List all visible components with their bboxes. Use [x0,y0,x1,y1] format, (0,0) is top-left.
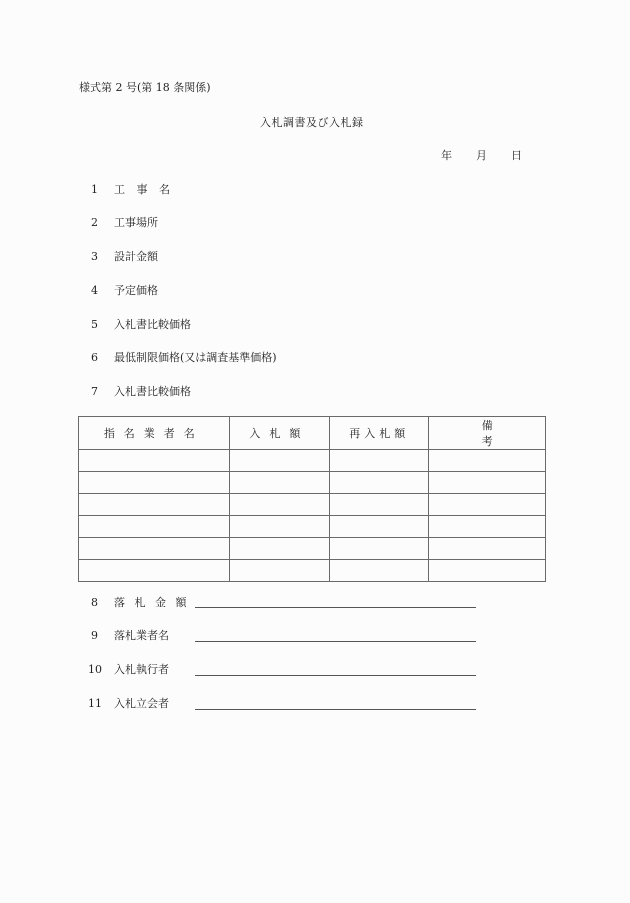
cell-bid-amount[interactable] [229,472,329,494]
cell-bidder-name[interactable] [79,538,230,560]
cell-rebid-amount[interactable] [330,494,429,516]
cell-bid-amount[interactable] [229,516,329,538]
table-row [79,472,546,494]
label-winning-bidder-name: 落札業者名 [114,629,169,642]
cell-bidder-name[interactable] [79,472,230,494]
date-month-label: 月 [476,149,487,162]
table-row [79,450,546,472]
table-row [79,538,546,560]
item-number: 10 [88,663,102,676]
cell-remarks[interactable] [429,472,546,494]
item-construction-name: 工 事 名 [114,183,174,196]
bids-table [78,416,546,582]
winning-bid-amount-line[interactable] [195,607,476,608]
cell-bidder-name[interactable] [79,494,230,516]
date-year-label: 年 [441,149,452,162]
header-bidder-name: 指名業者名 [79,417,230,450]
form-number: 様式第 2 号(第 18 条関係) [79,81,211,94]
item-number: 11 [88,697,102,710]
cell-remarks[interactable] [429,494,546,516]
cell-rebid-amount[interactable] [330,472,429,494]
bid-executor-line[interactable] [195,675,476,676]
table-row [79,494,546,516]
cell-bidder-name[interactable] [79,450,230,472]
item-number: 4 [91,284,98,297]
header-rebid-amount: 再入札額 [330,417,429,450]
cell-rebid-amount[interactable] [330,538,429,560]
item-minimum-limit-price: 最低制限価格(又は調査基準価格) [114,351,277,364]
item-number: 1 [91,183,98,196]
header-remarks: 備考 [429,417,546,450]
bid-witness-line[interactable] [195,709,476,710]
cell-bidder-name[interactable] [79,560,230,582]
item-design-amount: 設計金額 [114,250,158,263]
label-bid-witness: 入札立会者 [114,697,169,710]
item-number: 6 [91,351,98,364]
item-number: 3 [91,250,98,263]
cell-bid-amount[interactable] [229,494,329,516]
cell-rebid-amount[interactable] [330,450,429,472]
cell-remarks[interactable] [429,450,546,472]
cell-remarks[interactable] [429,538,546,560]
item-bid-comparison-price-2: 入札書比較価格 [114,385,191,398]
header-bid-amount: 入札額 [229,417,329,450]
cell-remarks[interactable] [429,516,546,538]
label-bid-executor: 入札執行者 [114,663,169,676]
item-planned-price: 予定価格 [114,284,158,297]
item-number: 5 [91,318,98,331]
cell-bidder-name[interactable] [79,516,230,538]
cell-rebid-amount[interactable] [330,516,429,538]
item-number: 8 [91,596,98,609]
label-winning-bid-amount: 落 札 金 額 [114,596,190,609]
cell-bid-amount[interactable] [229,560,329,582]
cell-remarks[interactable] [429,560,546,582]
item-number: 9 [91,629,98,642]
table-row [79,516,546,538]
winning-bidder-name-line[interactable] [195,641,476,642]
table-row [79,560,546,582]
cell-bid-amount[interactable] [229,538,329,560]
item-number: 2 [91,216,98,229]
item-bid-comparison-price: 入札書比較価格 [114,318,191,331]
cell-bid-amount[interactable] [229,450,329,472]
item-construction-location: 工事場所 [114,216,158,229]
table-header-row [79,417,546,450]
cell-rebid-amount[interactable] [330,560,429,582]
date-day-label: 日 [511,149,522,162]
document-title: 入札調書及び入札録 [260,116,364,129]
item-number: 7 [91,385,98,398]
